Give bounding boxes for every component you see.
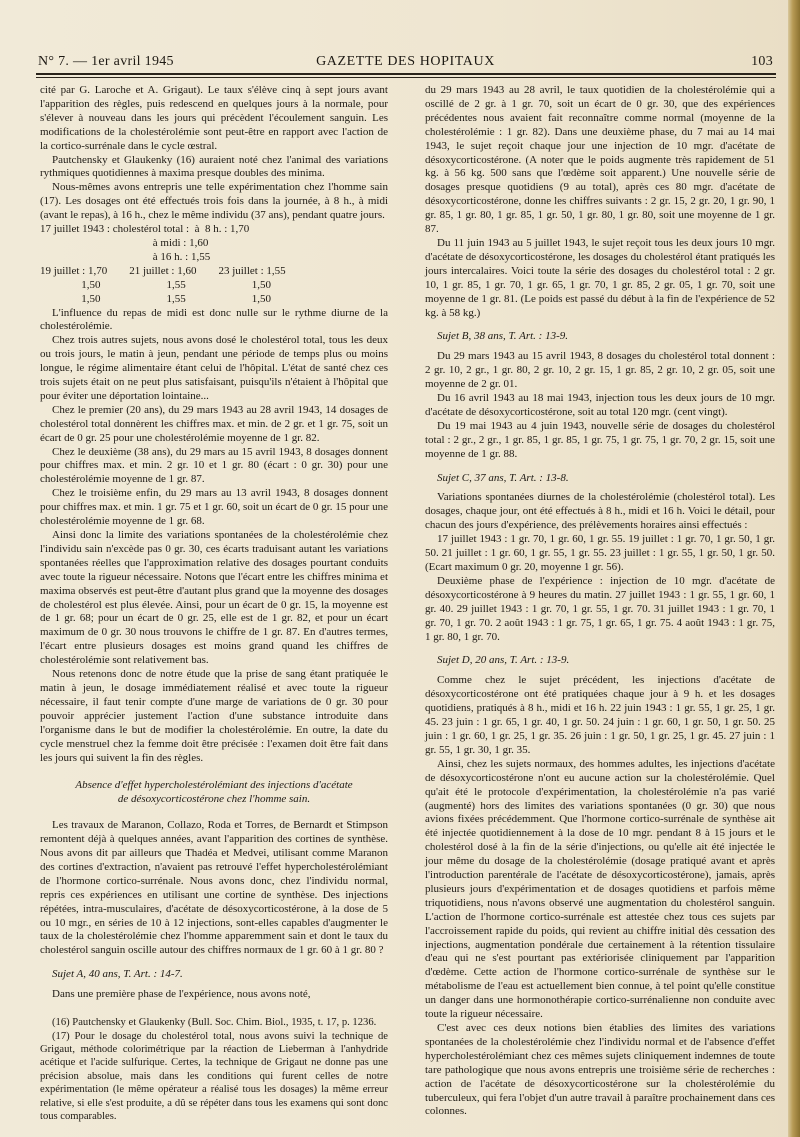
paragraph: du 29 mars 1943 au 28 avril, le taux quotidien de la cholestérolémie qui a oscillé de 2 gr. à 1 gr. 70, soit un écart de 0 gr. 30, que des expériences précédentes nous avaient fait reconnaître comme normal (moyenne de la cholestérolémie : 1 gr. 82). Dans une deuxième phase, du 7 mai au 14 mai 1943, le sujet reçoit chaque jour une injection de 10 mgr. d'acétate de désoxycorticostérone. (A noter que le poids augmente très rapidement de 51 kg. à 56 kg. 500 sans que l'œdème soit apparent.) Une nouvelle série de dosages presque quotidiens (9 au total), après ces 80 mgr. d'acétate de désoxycorticostérone, donne les chiffres suivants : 2 gr. 15, 2 gr. 20, 1 gr. 90, 1 gr. 85, 1 gr. 80, 1 gr. 85, 1 gr. 50, 1 gr. 80, 1 gr. 80, soit une moyenne de 1 gr. 87. <box>425 84 775 236</box>
header-rule-thin <box>36 77 776 78</box>
paragraph: Ainsi donc la limite des variations spontanées de la cholestérolémie chez l'individu sain n'excède pas 0 gr. 30, ces écarts traduisant autant les variations spontanées réelles que l'approximation relative des dosages pourtant conduits avec toute la rigueur nécessaire. Notons que l'écart entre les chiffres minima et maxima observés est peut-être d'autant plus grand que la moyenne des dosages de cholestérol est plus élevée. Ainsi, pour un écart de 0 gr. 15, la moyenne est de 1 gr. 68; pour un écart de 0 gr. 25, elle est de 1 gr. 82, et pour un écart maximum de 0 gr. 30 nous trouvons le chiffre de 1 gr. 87. En d'autres termes, l'écart entre plusieurs dosages est moins grand quand les chiffres de cholestérolémie sont relativement bas. <box>40 529 388 667</box>
section-title <box>40 779 388 807</box>
page-edge <box>788 0 800 1137</box>
page-number: 103 <box>751 54 773 69</box>
subject-heading: Sujet D, 20 ans, T. Art. : 13-9. <box>437 654 570 667</box>
running-header <box>38 54 773 72</box>
paragraph: 17 juillet 1943 : 1 gr. 70, 1 gr. 60, 1 gr. 55. 19 juillet : 1 gr. 70, 1 gr. 50, 1 gr. 50. 21 juillet : 1 gr. 60, 1 gr. 55, 1 gr. 55. 23 juillet : 1 gr. 55, 1 gr. 50, 1 gr. 50. (Ecart maximum 0 gr. 20, moyenne 1 gr. 56). <box>425 533 775 573</box>
paragraph: Dans une première phase de l'expérience, nous avons noté, <box>52 988 311 1001</box>
left-column <box>40 84 388 1123</box>
data-row: 1,50 1,55 1,50 <box>40 292 271 305</box>
paragraph: Pautchensky et Glaukenky (16) auraient noté chez l'animal des variations rythmiques quotidiennes à maxima presque doubles des minima. <box>40 153 388 180</box>
paragraph: cité par G. Laroche et A. Grigaut). Le taux s'élève cinq à sept jours avant l'apparition des règles, puis redescend en quelques jours à la normale, pour s'élever à nouveau dans les jours qui précèdent l'écoulement sanguin. Les modifications de la cholestérolémie sont peut-être en rapport avec l'action de la cortico-surrénale dans le cycle œstral. <box>40 84 388 152</box>
header-rule <box>36 73 776 75</box>
paragraph: Deuxième phase de l'expérience : injection de 10 mgr. d'acétate de désoxycorticostérone à 9 heures du matin. 27 juillet 1943 : 1 gr. 55, 1 gr. 60, 1 gr. 40. 29 juillet 1943 : 1 gr. 70, 1 gr. 55, 1 gr. 70. 31 juillet 1943 : 1 gr. 70, 1 gr. 70, 1 gr. 70. 2 août 1943 : 1 gr. 75, 1 gr. 65, 1 gr. 75. 4 août 1943 : 1 gr. 75, 1 gr. 80, 1 gr. 70. <box>425 574 775 643</box>
section-title-line: de désoxycorticostérone chez l'homme sain. <box>117 793 311 806</box>
data-row: à midi : 1,60 <box>40 236 209 249</box>
issue-date: N° 7. — 1er avril 1945 <box>38 54 174 69</box>
paragraph: Nous-mêmes avons entrepris une telle expérimentation chez l'homme sain (17). Les dosages ont été effectués trois fois dans la journée, à 8 h., à midi (avant le repas), à 16 h., chez le même individu (37 ans), pendant quatre jours. <box>40 181 388 222</box>
paragraph: Les travaux de Maranon, Collazo, Roda et Torres, de Bernardt et Stimpson remontent déjà à quelques années, avant l'apparition des cortines de synthèse. Nous avons dit par ailleurs que Thadéa et Medvei, utilisant comme Maranon des cortines d'extraction, n'avaient pas retrouvé l'effet hypercholestérolémiant de l'hormone cortico-surrénale. Nous avons donc, chez l'individu normal, repris ces expériences en utilisant une cortine de synthèse. Des injections répétées, intra-musculaires, d'acétate de désoxycorticostérone, à la dose de 5 ou 10 mgr., en séries de 10 à 12 injections, sont-elles capables d'augmenter le taux de la cholestérolémie chez l'homme apparemment sain et dont le taux du cholestérol sanguin oscille autour des chiffres normaux de 1 gr. 60 à 1 gr. 80 ? <box>40 819 388 957</box>
paragraph: Du 11 juin 1943 au 5 juillet 1943, le sujet reçoit tous les deux jours 10 mgr. d'acétate de désoxycorticostérone, les dosages du cholestérol étant pratiqués les jours intercalaires. Voici toute la série des dosages du cholestérol total : 2 gr. 10, 1 gr. 85, 1 gr. 70, 1 gr. 65, 1 gr. 70, 1 gr. 85, 2 gr. 05, 1 gr. 70, soit une moyenne de 1 gr. 81. (Le poids est passé du début à la fin de l'expérience de 52 kg. à 58 kg.) <box>425 236 775 319</box>
data-row: 17 juillet 1943 : cholestérol total : à 8 h. : 1,70 <box>40 223 250 236</box>
data-row: à 16 h. : 1,55 <box>40 250 211 263</box>
paragraph: Chez trois autres sujets, nous avons dosé le cholestérol total, tous les deux ou trois jours, le matin à jeun, pendant une période de temps plus ou moins longue, le régime alimentaire étant celui de l'hôpital. L'état de santé chez ces trois sujets était on ne peut plus satisfaisant, puisqu'ils n'étaient à l'hôpital que pour éviter une déportation lointaine... <box>40 334 388 402</box>
paragraph: Du 19 mai 1943 au 4 juin 1943, nouvelle série de dosages du cholestérol total : 2 gr., 2 gr., 1 gr. 85, 1 gr. 85, 1 gr. 75, 1 gr. 75, 1 gr. 70, 2 gr. 15, soit une moyenne de 1 gr. 88. <box>425 419 775 460</box>
footnote: (16) Pautchensky et Glaukenky (Bull. Soc. Chim. Biol., 1935, t. 17, p. 1236. <box>52 1017 377 1029</box>
paragraph: Nous retenons donc de notre étude que la prise de sang étant pratiquée le matin à jeun, le dosage immédiatement réalisé et avec toute la rigueur nécessaire, il faut tenir compte d'une marge de variations de 0 gr. 30 pour pouvoir apprécier justement l'action d'une substance introduite dans l'organisme dans le but de modifier la cholestérolémie. En outre, la date du cycle menstruel chez la femme doit être précisée : l'examen doit être fait dans les jours qui suivent la fin des règles. <box>40 668 388 764</box>
data-row: 19 juillet : 1,70 21 juillet : 1,60 23 juillet : 1,55 <box>40 264 286 277</box>
paragraph: Ainsi, chez les sujets normaux, des hommes adultes, les injections d'acétate de désoxycorticostérone n'ont eu aucune action sur la cholestérolémie. Quel qu'ait été le protocole d'expérimentation, la cholestérolémie n'a pas varié (augmenté) hors des limites des variations spontanées (0 gr. 30) que nous avions fixées précédemment. Que l'hormone cortico-surrénale de synthèse ait été injectée quotidiennement à la dose de 10 mgr. pendant 8 à 15 jours et le cholestérol dosé à la fin de la série d'injections, ou qu'elle ait été injectée le jour même du dosage de la cholestérolémie (dosage pratiqué avant et après l'introduction parentérale de l'acétate de désoxycorticostérone), jamais, après plusieurs jours d'expérimentation et de dosages quotidiens et parfois même triquotidiens, nous n'avons observé une augmentation du cholestérol sanguin. L'action de l'hormone cortico-surrénale est attestée chez tous ces sujets par l'accroissement rapide du poids, qui revient au chiffre initial dès cessation des injections, augmentation pondérale due certainement à la rétention tissulaire d'eau qui ne s'est pourtant pas extériorisée cliniquement par l'apparition d'œdème. Cette action de l'hormone cortico-surrénale de synthèse sur le métabolisme de l'eau est actuellement bien connue, à tel point qu'elle constitue un danger dans une hormonothérapie cortico-surrénalienne non conduite avec toute la rigueur nécessaire. <box>425 757 775 1021</box>
paragraph: Comme chez le sujet précédent, les injections d'acétate de désoxycorticostérone ont été pratiquées chaque jour à 9 h. et les dosages quotidiens, pratiqués à 8 h., midi et 16 h. 22 juin 1943 : 1 gr. 55, 1 gr. 25, 1 gr. 45. 23 juin : 1 gr. 65, 1 gr. 40, 1 gr. 50. 24 juin : 1 gr. 60, 1 gr. 50, 1 gr. 50. 25 juin : 1 gr. 60, 1 gr. 25, 1 gr. 35. 26 juin : 1 gr. 50, 1 gr. 25, 1 gr. 45. 27 juin : 1 gr. 55, 1 gr. 30, 1 gr. 35. <box>425 674 775 756</box>
footnotes <box>40 1016 388 1123</box>
subject-heading: Sujet A, 40 ans, T. Art. : 14-7. <box>52 968 183 981</box>
footnote: (17) Pour le dosage du cholestérol total, nous avons suivi la technique de Grigaut, méthode colorimétrique par la réaction de Lieberman à l'anhydride acétique et l'acide sulfurique. Certes, la technique de Grigaut ne donne pas une précision absolue, mais dans les conditions qui furent celles de notre expérimentation (le même opérateur a réalisé tous les dosages) la même erreur relative, si elle s'est produite, a dû se répéter dans tous les examens qui sont donc tous comparables. <box>40 1030 388 1122</box>
paragraph: Chez le deuxième (38 ans), du 29 mars au 15 avril 1943, 8 dosages donnent pour chiffres max. et min. 2 gr. 10 et 1 gr. 80 (écart : 0 gr. 30) pour une cholestérolémie moyenne de 1 gr. 87. <box>40 445 388 486</box>
section-title-line: Absence d'effet hypercholestérolémiant des injections d'acétate <box>75 779 353 792</box>
subject-heading: Sujet C, 37 ans, T. Art. : 13-8. <box>437 471 569 484</box>
paragraph: Du 16 avril 1943 au 18 mai 1943, injection tous les deux jours de 10 mgr. d'acétate de désoxycorticostérone, soit au total 120 mgr. (cent vingt). <box>425 392 775 418</box>
paragraph: L'influence du repas de midi est donc nulle sur le rythme diurne de la cholestérolémie. <box>40 306 388 333</box>
paragraph: Variations spontanées diurnes de la cholestérolémie (cholestérol total). Les dosages, chaque jour, ont été effectués à 8 h., midi et 16 h. Voici le détail, pour chacun des jours d'expérience, des prélèvements horaires ainsi effectués : <box>425 491 775 532</box>
paragraph: Du 29 mars 1943 au 15 avril 1943, 8 dosages du cholestérol total donnent : 2 gr. 10, 2 gr., 1 gr. 80, 2 gr. 10, 2 gr. 15, 1 gr. 85, 2 gr. 10, 2 gr. 05, soit une moyenne de 2 gr. 01. <box>425 350 775 391</box>
paragraph: Chez le troisième enfin, du 29 mars au 13 avril 1943, 8 dosages donnent pour chiffres max. et min. 1 gr. 75 et 1 gr. 60, soit un écart de 0 gr. 15 pour une cholestérolémie moyenne de 1 gr. 68. <box>40 487 388 528</box>
journal-title: GAZETTE DES HOPITAUX <box>316 54 495 69</box>
data-row: 1,50 1,55 1,50 <box>40 278 271 291</box>
paragraph: C'est avec ces deux notions bien établies des limites des variations spontanées de la cholestérolémie chez l'individu normal et de l'absence d'effet hypercholestérolémiant chez ces mêmes sujets cliniquement indemnes de toute tare pathologique que nous avons entrepris une troisième série de recherches : action de l'acétate de désoxycorticostérone sur la cholestérolémie du tuberculeux, qui fera l'objet d'un autre travail à paraître prochainement dans ces colonnes. <box>425 1022 775 1118</box>
right-column <box>425 84 775 1119</box>
paragraph: Chez le premier (20 ans), du 29 mars 1943 au 28 avril 1943, 14 dosages de cholestérol total donnèrent les chiffres max. et min. de 2 gr. et 1 gr. 75, soit un écart de 0 gr. 25 pour une cholestérolémie moyenne de 1 gr. 82. <box>40 403 388 444</box>
subject-heading: Sujet B, 38 ans, T. Art. : 13-9. <box>437 330 568 343</box>
